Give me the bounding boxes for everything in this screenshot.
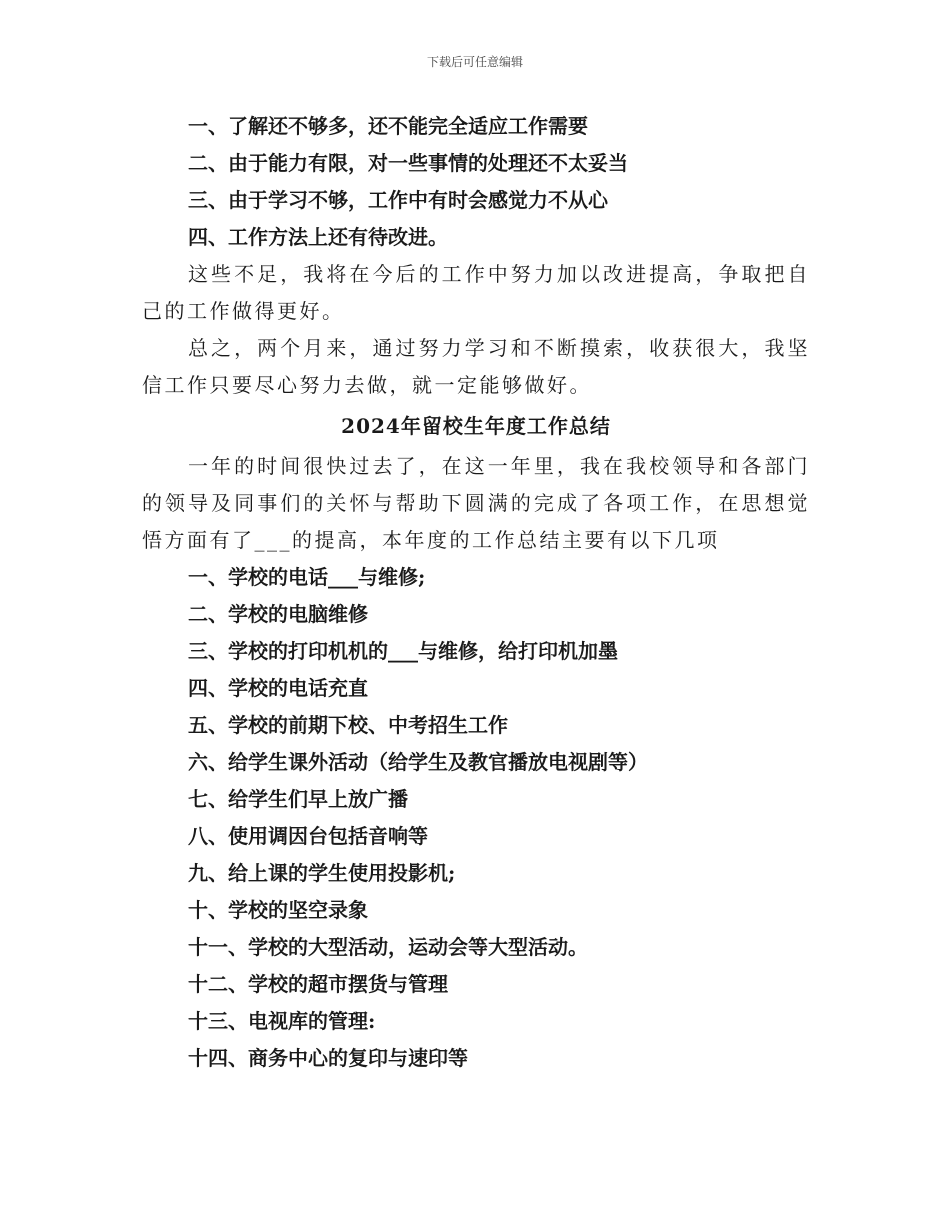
section-item-12: 十二、学校的超市摆货与管理	[188, 972, 448, 996]
section-item-8: 八、使用调因台包括音响等	[188, 824, 428, 848]
section-item-10: 十、学校的坚空录象	[188, 898, 368, 922]
section-intro: 一年的时间很快过去了，在这一年里，我在我校领导和各部门的领导及同事们的关怀与帮助下圆满的完成了各项工作，在思想觉悟方面有了___的提高，本年度的工作总结主要有以下几项	[142, 454, 810, 552]
intro-item-4: 四、工作方法上还有待改进。	[188, 225, 448, 249]
section-title: 2024年留校生年度工作总结	[341, 414, 611, 438]
section-item-11: 十一、学校的大型活动，运动会等大型活动。	[188, 935, 588, 959]
page-header: 下载后可任意编辑	[426, 55, 523, 69]
intro-item-1: 一、了解还不够多，还不能完全适应工作需要	[188, 114, 588, 138]
section-item-13: 十三、电视库的管理:	[188, 1009, 376, 1033]
intro-item-2: 二、由于能力有限，对一些事情的处理还不太妥当	[188, 151, 628, 175]
intro-item-3: 三、由于学习不够，工作中有时会感觉力不从心	[188, 188, 608, 212]
section-item-5: 五、学校的前期下校、中考招生工作	[188, 713, 508, 737]
section-item-6: 六、给学生课外活动（给学生及教官播放电视剧等）	[188, 750, 648, 774]
section-item-9: 九、给上课的学生使用投影机;	[188, 861, 456, 885]
paragraph-conclusion: 总之，两个月来，通过努力学习和不断摸索，收获很大，我坚信工作只要尽心努力去做，就一定能够做好。	[142, 336, 810, 397]
paragraph-shortcomings: 这些不足，我将在今后的工作中努力加以改进提高，争取把自己的工作做得更好。	[142, 262, 810, 323]
section-item-7: 七、给学生们早上放广播	[188, 787, 408, 811]
section-item-4: 四、学校的电话充直	[188, 676, 368, 700]
section-item-14: 十四、商务中心的复印与速印等	[188, 1046, 468, 1070]
document-body	[142, 108, 810, 1077]
section-item-2: 二、学校的电脑维修	[188, 602, 368, 626]
section-item-3: 三、学校的打印机机的___与维修，给打印机加墨	[188, 639, 618, 663]
section-item-1: 一、学校的电话___与维修;	[188, 565, 426, 589]
